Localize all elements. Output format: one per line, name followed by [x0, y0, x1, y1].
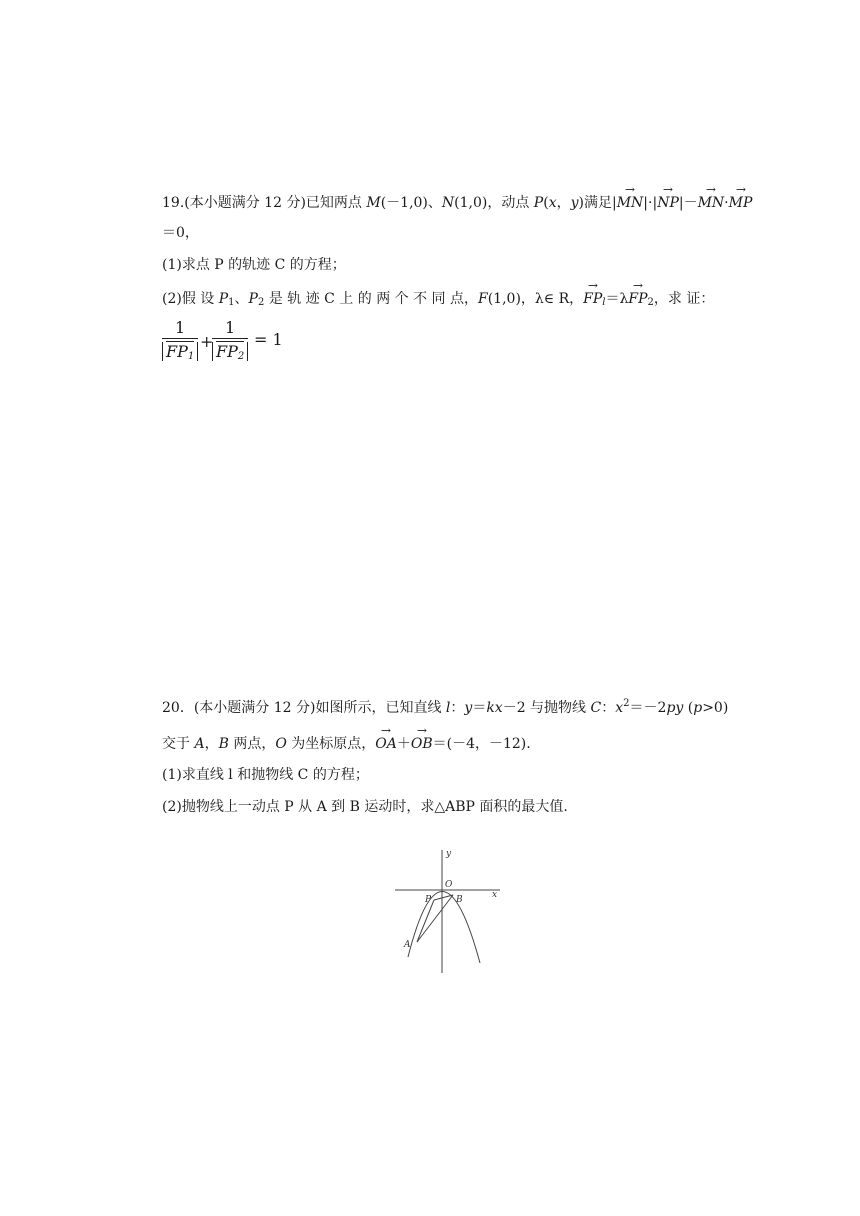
q19-line2: ＝0，	[162, 225, 199, 241]
label-A: A	[404, 940, 411, 950]
vector-OB: → OB	[411, 736, 433, 752]
label-B: B	[456, 895, 463, 905]
label-O: O	[445, 880, 453, 890]
q19-part1: (1)求点 P 的轨迹 C 的方程；	[162, 257, 346, 273]
label-P: P	[425, 895, 432, 905]
vector-MN-2: → MN	[698, 195, 725, 211]
vector-OA: → OA	[375, 736, 397, 752]
label-x: x	[492, 890, 498, 900]
q20-line1: 20．(本小题满分 12 分)如图所示，已知直线 l：y＝kx－2 与抛物线 C：$x^2=-2py$ (p>0)	[162, 698, 729, 716]
parabola-curve	[408, 891, 480, 963]
vector-FP1: → FP	[583, 291, 602, 307]
equals-one: = 1	[254, 330, 283, 349]
vector-MN: → MN	[617, 195, 644, 211]
q20-line2: 交于 A，B 两点，O 为坐标原点，→ OA＋→ OB＝(－4，－12).	[162, 733, 531, 753]
fraction-1: $\frac{1}{FP_1}$	[162, 318, 198, 368]
parabola-figure	[390, 845, 510, 980]
q20-part2: (2)抛物线上一动点 P 从 A 到 B 运动时，求△ABP 面积的最大值.	[162, 799, 568, 815]
vector-MP: → MP	[729, 195, 753, 211]
label-y: y	[446, 849, 452, 859]
q19-line1: 19.(本小题满分 12 分)已知两点 M(－1,0)、N(1,0)，动点 P(x，y)满足|→ MN|·|→ NP|－→ MN·→ MP	[162, 192, 752, 212]
q19-part2: (2)假 设 $P_1$、$P_2$ 是 轨 迹 C 上 的 两 个 不 同 点，F(1,0)，λ∈ R，→ $FP_l=\lambda\to FP_2$，求 证：	[162, 288, 714, 308]
fraction-2: $\frac{1}{FP_2}$	[212, 318, 248, 368]
vector-FP2: → FP	[628, 291, 647, 307]
line-AB	[417, 895, 453, 942]
plus-sign: +	[200, 332, 214, 351]
vector-NP: → NP	[657, 195, 679, 211]
q20-part1: (1)求直线 l 和抛物线 C 的方程；	[162, 767, 369, 783]
